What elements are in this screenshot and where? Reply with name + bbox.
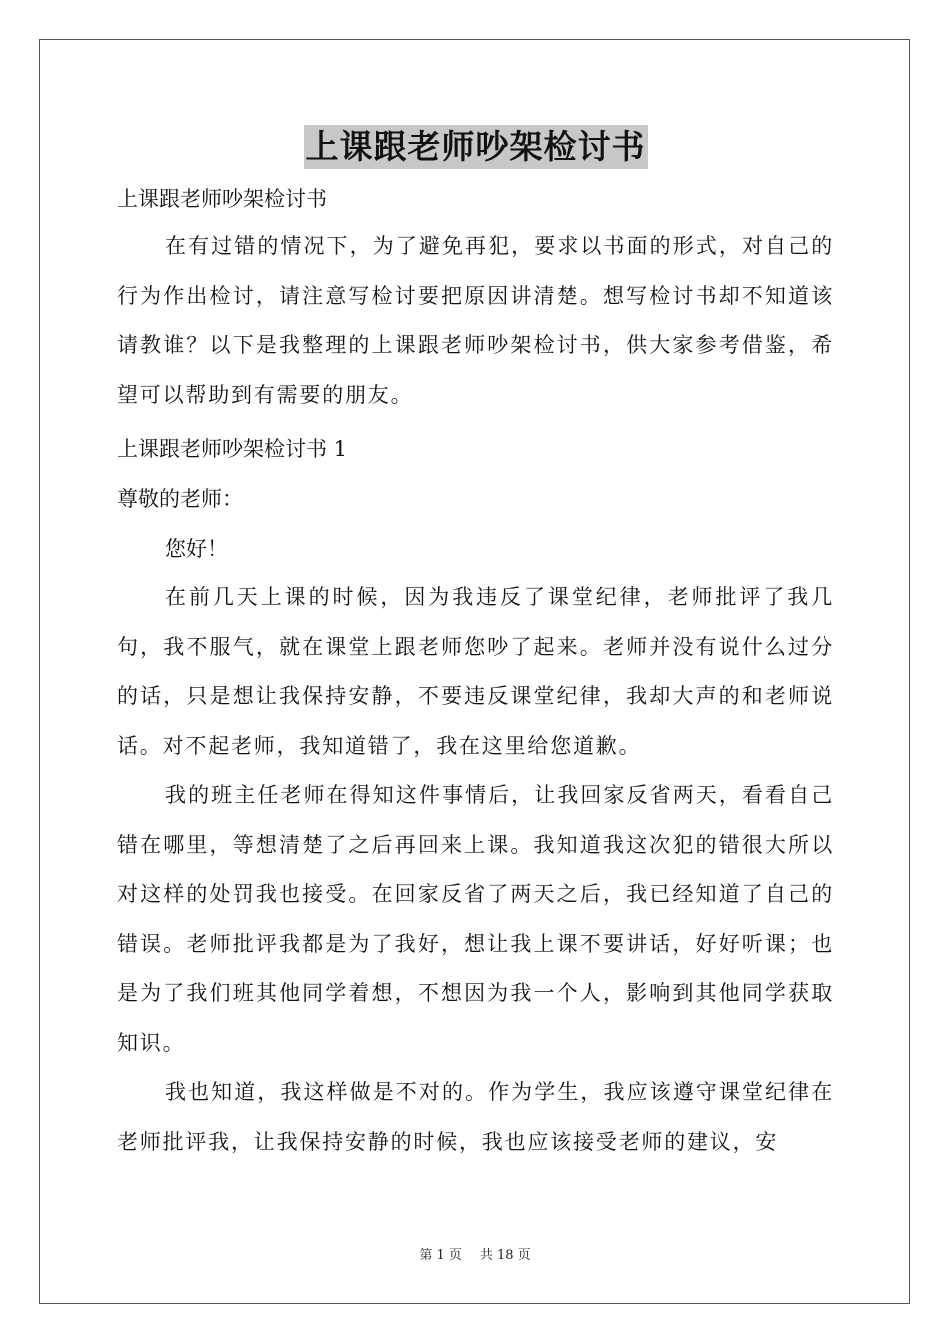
document-subtitle: 上课跟老师吵架检讨书 xyxy=(117,187,327,211)
page-footer xyxy=(0,1247,950,1265)
document-title xyxy=(117,124,834,170)
greeting: 您好！ xyxy=(165,537,228,561)
intro-paragraph: 在有过错的情况下，为了避免再犯，要求以书面的形式，对自己的行为作出检讨，请注意写检讨要把原因讲清楚。想写检讨书却不知道该请教谁？以下是我整理的上课跟老师吵架检讨书，供大家参考借鉴，希望可以帮助到有需要的朋友。 xyxy=(117,234,834,407)
page-number: 第 1 页 xyxy=(419,1248,462,1263)
body-paragraph-3: 我也知道，我这样做是不对的。作为学生，我应该遵守课堂纪律在老师批评我，让我保持安静的时候，我也应该接受老师的建议，安 xyxy=(117,1080,834,1154)
document-title-text: 上课跟老师吵架检讨书 xyxy=(304,125,648,169)
section-heading: 上课跟老师吵架检讨书 1 xyxy=(117,437,348,461)
salutation: 尊敬的老师： xyxy=(117,487,243,511)
body-paragraph-1: 在前几天上课的时候，因为我违反了课堂纪律，老师批评了我几句，我不服气，就在课堂上跟老师您吵了起来。老师并没有说什么过分的话，只是想让我保持安静，不要违反课堂纪律，我却大声的和老师说话。对不起老师，我知道错了，我在这里给您道歉。 xyxy=(117,585,834,758)
page-total: 共 18 页 xyxy=(479,1248,531,1263)
body-paragraph-2: 我的班主任老师在得知这件事情后，让我回家反省两天，看看自己错在哪里，等想清楚了之后再回来上课。我知道我这次犯的错很大所以对这样的处罚我也接受。在回家反省了两天之后，我已经知道了自己的错误。老师批评我都是为了我好，想让我上课不要讲话，好好听课；也是为了我们班其他同学着想，不想因为我一个人，影响到其他同学获取知识。 xyxy=(117,783,834,1055)
